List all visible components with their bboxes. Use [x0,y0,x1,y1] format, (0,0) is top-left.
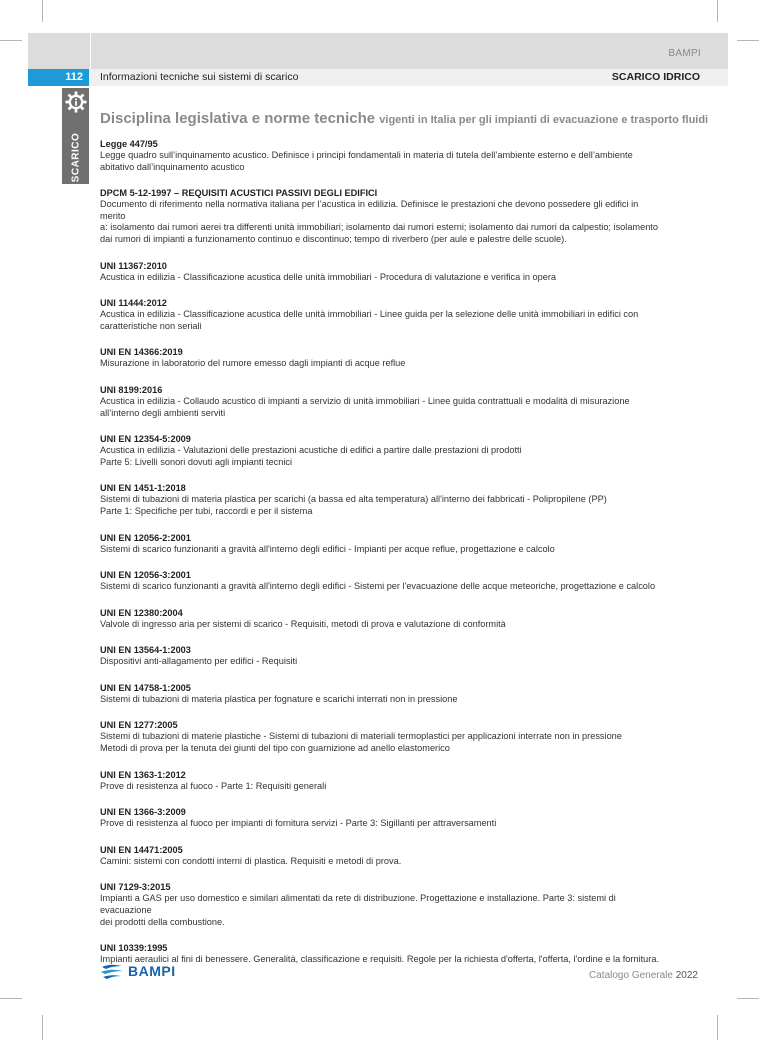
standard-code: UNI 8199:2016 [100,384,163,395]
catalog-year: 2022 [675,970,698,981]
standard-description: Acustica in edilizia - Valutazioni delle prestazioni acustiche di edifici a partire dalle prestazioni di prodotti Parte 5: Livelli sonori dovuti agli impianti tecnici [100,445,522,467]
standard-description: Camini: sistemi con condotti interni di plastica. Requisiti e metodi di prova. [100,855,402,866]
standard-description: Sistemi di tubazioni di materie plastiche - Sistemi di tubazioni di materiali termoplastici per applicazioni interrate non in pressione Metodi di prova per la tenuta dei giunti del tipo con guarnizione ad anello elastomerico [100,731,622,754]
standard-code: UNI EN 14471:2005 [100,844,183,855]
list-item [100,942,660,966]
standard-code: UNI EN 13564-1:2003 [100,645,191,656]
list-item [100,482,660,517]
crop-mark [0,998,22,999]
standard-description: Prove di resistenza al fuoco per impianti di fornitura servizi - Parte 3: Sigillanti per attraversamenti [100,818,497,829]
standard-code: UNI 10339:1995 [100,943,168,954]
standard-code: UNI EN 14758-1:2005 [100,682,191,693]
side-tab-label: SCARICO [70,132,81,182]
crop-mark [42,1015,43,1040]
list-item [100,138,660,173]
crop-mark [737,40,759,41]
page-title [100,110,708,127]
standard-description: Impianti a GAS per uso domestico e similari alimentati da rete di distribuzione. Progettazione e installazione. Parte 3: sistemi di evacuazione dei prodotti della combustione. [100,893,616,927]
page-number: 112 [28,69,89,86]
crop-mark [717,1015,718,1040]
header-brand: BAMPI [668,48,701,59]
standard-code: UNI EN 1363-1:2012 [100,769,186,780]
standard-code: UNI EN 12056-3:2001 [100,570,191,581]
standard-code: DPCM 5-12-1997 – REQUISITI ACUSTICI PASSIVI DEGLI EDIFICI [100,188,378,199]
standard-description: Prove di resistenza al fuoco - Parte 1: Requisiti generali [100,780,327,791]
standards-list [100,138,660,980]
bampi-logo [100,963,176,979]
standard-code: UNI 11367:2010 [100,260,167,271]
list-item [100,346,660,370]
standard-description: Dispositivi anti-allagamento per edifici - Requisiti [100,656,298,667]
list-item [100,297,660,332]
standard-code: UNI 7129-3:2015 [100,882,171,893]
crop-mark [0,40,22,41]
section-category: SCARICO IDRICO [611,71,700,83]
list-item [100,532,660,556]
list-item [100,769,660,793]
standard-code: UNI EN 1451-1:2018 [100,483,186,494]
list-item [100,433,660,468]
standard-description: Impianti aeraulici al fini di benessere. Generalità, classificazione e requisiti. Regole per la richiesta d'offerta, l'offerta, l'ordine e la fornitura. [100,954,660,965]
list-item [100,682,660,706]
list-item [100,881,660,928]
standard-code: UNI EN 1277:2005 [100,720,178,731]
side-tab [62,88,89,184]
list-item [100,844,660,868]
title-main: Disciplina legislativa e norme tecniche [100,110,376,127]
standard-code: UNI EN 12056-2:2001 [100,532,191,543]
standard-description: Sistemi di tubazioni di materia plastica per scarichi (a bassa ed alta temperatura) all'interno dei fabbricati - Polipropilene (PP) Parte 1: Specifiche per tubi, raccordi e per il sistema [100,494,607,516]
bampi-logo-icon [100,963,124,979]
standard-description: Sistemi di scarico funzionanti a gravità all'interno degli edifici - Impianti per acque reflue, progettazione e calcolo [100,543,555,554]
standard-code: UNI EN 12380:2004 [100,607,183,618]
gear-info-icon [65,91,87,113]
standard-description: Acustica in edilizia - Collaudo acustico di impianti a servizio di unità immobiliari - Linee guida contrattuali e modalità di misurazione all’interno degli ambienti serviti [100,395,630,418]
standard-code: UNI EN 14366:2019 [100,347,183,358]
catalog-title: Catalogo Generale [589,970,673,981]
list-item [100,806,660,830]
section-title: Informazioni tecniche sui sistemi di scarico [100,71,299,83]
standard-description: Valvole di ingresso aria per sistemi di scarico - Requisiti, metodi di prova e valutazione di conformità [100,618,506,629]
list-item [100,187,660,245]
list-item [100,569,660,593]
logo-text: BAMPI [128,963,176,979]
list-item [100,384,660,419]
header-divider [90,33,91,69]
header-band [28,33,728,69]
title-subtitle: vigenti in Italia per gli impianti di evacuazione e trasporto fluidi [379,114,709,126]
standard-description: Legge quadro sull’inquinamento acustico. Definisce i principi fondamentali in materia di tutela dell’ambiente esterno e dell’ambiente abitativo dall’inquinamento acustico [100,150,633,172]
standard-description: Misurazione in laboratorio del rumore emesso dagli impianti di acque reflue [100,358,406,369]
crop-mark [42,0,43,22]
standard-code: UNI EN 1366-3:2009 [100,807,186,818]
list-item [100,607,660,631]
standard-description: Sistemi di tubazioni di materia plastica per fognature e scarichi interrati non in pressione [100,693,458,704]
list-item [100,644,660,668]
crop-mark [717,0,718,22]
list-item [100,719,660,754]
standard-code: UNI EN 12354-5:2009 [100,434,191,445]
standard-code: UNI 11444:2012 [100,298,167,309]
list-item [100,260,660,284]
standard-code: Legge 447/95 [100,139,158,149]
standard-description: Documento di riferimento nella normativa italiana per l’acustica in edilizia. Definisce le prestazioni che devono possedere gli edifici in merito a: isolamento dai rumori aerei tra differenti unità immobiliari; isolamento dai rumori esterni; isolamento dai rumori da calpestio; isolamento dai rumori di impianti a funzionamento continuo e discontinuo; tempo di riverbero (per aule e palestre delle scuole). [100,199,658,244]
standard-description: Acustica in edilizia - Classificazione acustica delle unità immobiliari - Procedura di valutazione e verifica in opera [100,271,557,282]
standard-description: Sistemi di scarico funzionanti a gravità all'interno degli edifici - Sistemi per l'evacuazione delle acque meteoriche, progettazione e calcolo [100,581,656,592]
crop-mark [737,998,759,999]
standard-description: Acustica in edilizia - Classificazione acustica delle unità immobiliari - Linee guida per la selezione delle unità immobiliari in edifici con caratteristiche non seriali [100,309,639,331]
catalog-label [589,970,698,981]
